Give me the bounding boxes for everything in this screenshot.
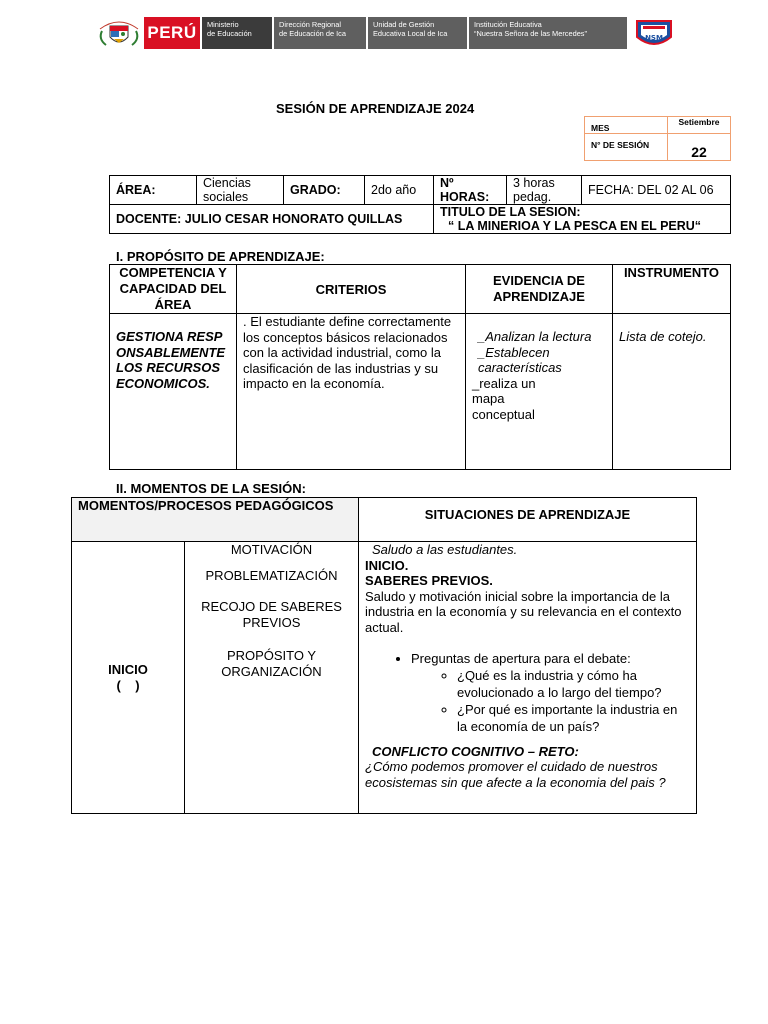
inicio-label: INICIO <box>108 661 148 677</box>
evidencia-1: _Analizan la lectura <box>478 329 592 344</box>
header-criterios: CRITERIOS <box>237 265 466 314</box>
proceso-recojo: RECOJO DE SABERES PREVIOS <box>201 599 342 630</box>
meta-table <box>584 116 731 161</box>
saberes-text: Saludo y motivación inicial sobre la importancia de la industria en la economía y su relevancia en el contexto actual. <box>365 588 682 635</box>
section-2-heading: II. MOMENTOS DE LA SESIÓN: <box>116 481 306 496</box>
peru-brand: PERÚ <box>144 17 200 49</box>
competencia-text: GESTIONA RESPONSABLEMENTE LOS RECURSOS ECONOMICOS. <box>110 314 237 470</box>
proceso-motivacion: MOTIVACIÓN <box>230 542 313 557</box>
header-instrumento: INSTRUMENTO <box>613 265 731 314</box>
preguntas-list <box>365 651 690 735</box>
fecha: FECHA: DEL 02 AL 06 <box>582 176 731 205</box>
svg-text:NSM: NSM <box>645 34 663 42</box>
saludo: Saludo a las estudiantes. <box>372 542 518 557</box>
section-1-heading: I. PROPÓSITO DE APRENDIZAJE: <box>116 249 325 264</box>
titulo-label: TITULO DE LA SESION: <box>440 205 581 219</box>
header-situaciones: SITUACIONES DE APRENDIZAJE <box>359 498 697 542</box>
mes-label: MES <box>585 117 668 134</box>
evidencia-3: _realiza un mapa conceptual <box>472 375 536 422</box>
procesos-cell <box>185 542 359 814</box>
page-title: SESIÓN DE APRENDIZAJE 2024 <box>276 101 475 116</box>
horas-value: 3 horas pedag. <box>507 176 582 205</box>
question-1: ◦ ¿Qué es la industria y cómo ha evolucionado a lo largo del tiempo? <box>457 667 690 701</box>
saberes-heading: SABERES PREVIOS. <box>365 573 493 588</box>
inicio-heading: INICIO. <box>365 557 409 573</box>
proceso-proposito: PROPÓSITO Y ORGANIZACIÓN <box>221 648 322 679</box>
header-evidencia: EVIDENCIA DE APRENDIZAJE <box>466 265 613 314</box>
horas-label: Nº HORAS: <box>434 176 507 205</box>
header-momentos: MOMENTOS/PROCESOS PEDAGÓGICOS <box>72 498 359 542</box>
sesion-label: N° DE SESIÓN <box>585 134 668 161</box>
session-title-cell <box>434 205 731 234</box>
conflicto-text: ¿Cómo podemos promover el cuidado de nuestros ecosistemas sin que afecte a la economia del pais ? <box>365 759 666 790</box>
mes-value: Setiembre <box>668 117 731 134</box>
area-value: Ciencias sociales <box>197 176 284 205</box>
ugel-box: Unidad de Gestión Educativa Local de Ica <box>368 17 467 49</box>
evidencia-cell <box>466 314 613 470</box>
conflicto-heading: CONFLICTO COGNITIVO – RETO: <box>372 743 579 759</box>
minedu-box: Ministerio de Educación <box>202 17 272 49</box>
grado-label: GRADO: <box>284 176 365 205</box>
info-table <box>109 175 731 234</box>
inicio-cell <box>72 542 185 814</box>
proceso-problematizacion: PROBLEMATIZACIÓN <box>205 568 338 583</box>
situaciones-cell <box>359 542 697 814</box>
sesion-value: 22 <box>668 134 731 161</box>
titulo-value: “ LA MINERIOA Y LA PESCA EN EL PERU“ <box>448 219 702 233</box>
preguntas-item: • Preguntas de apertura para el debate: ◦ ¿Qué es la industria y cómo ha evolucionado a lo largo del tiempo? ◦ ¿Por qué es importante la industria en la economía de un país? <box>411 651 690 735</box>
header-logos <box>96 17 673 49</box>
inicio-paren: ( ) <box>116 677 140 693</box>
instrumento-text: Lista de cotejo. <box>613 314 731 470</box>
peru-coat-of-arms-icon <box>96 17 142 49</box>
evidencia-2: _Establecen características <box>478 344 562 375</box>
docente: DOCENTE: JULIO CESAR HONORATO QUILLAS <box>110 205 434 234</box>
question-2: ◦ ¿Por qué es importante la industria en la economía de un país? <box>457 701 690 735</box>
header-competencia: COMPETENCIA Y CAPACIDAD DEL ÁREA <box>110 265 237 314</box>
school-crest-icon <box>635 17 673 49</box>
questions-sublist <box>411 667 690 735</box>
ie-box: Institución Educativa “Nuestra Señora de las Mercedes” <box>469 17 627 49</box>
criterios-text: . El estudiante define correctamente los conceptos básicos relacionados con la actividad industrial, como la clasificación de las industrias y su impacto en la economía. <box>237 314 466 470</box>
area-label: ÁREA: <box>110 176 197 205</box>
moments-table <box>71 497 697 814</box>
purpose-table <box>109 264 731 470</box>
grado-value: 2do año <box>365 176 434 205</box>
dre-box: Dirección Regional de Educación de Ica <box>274 17 366 49</box>
